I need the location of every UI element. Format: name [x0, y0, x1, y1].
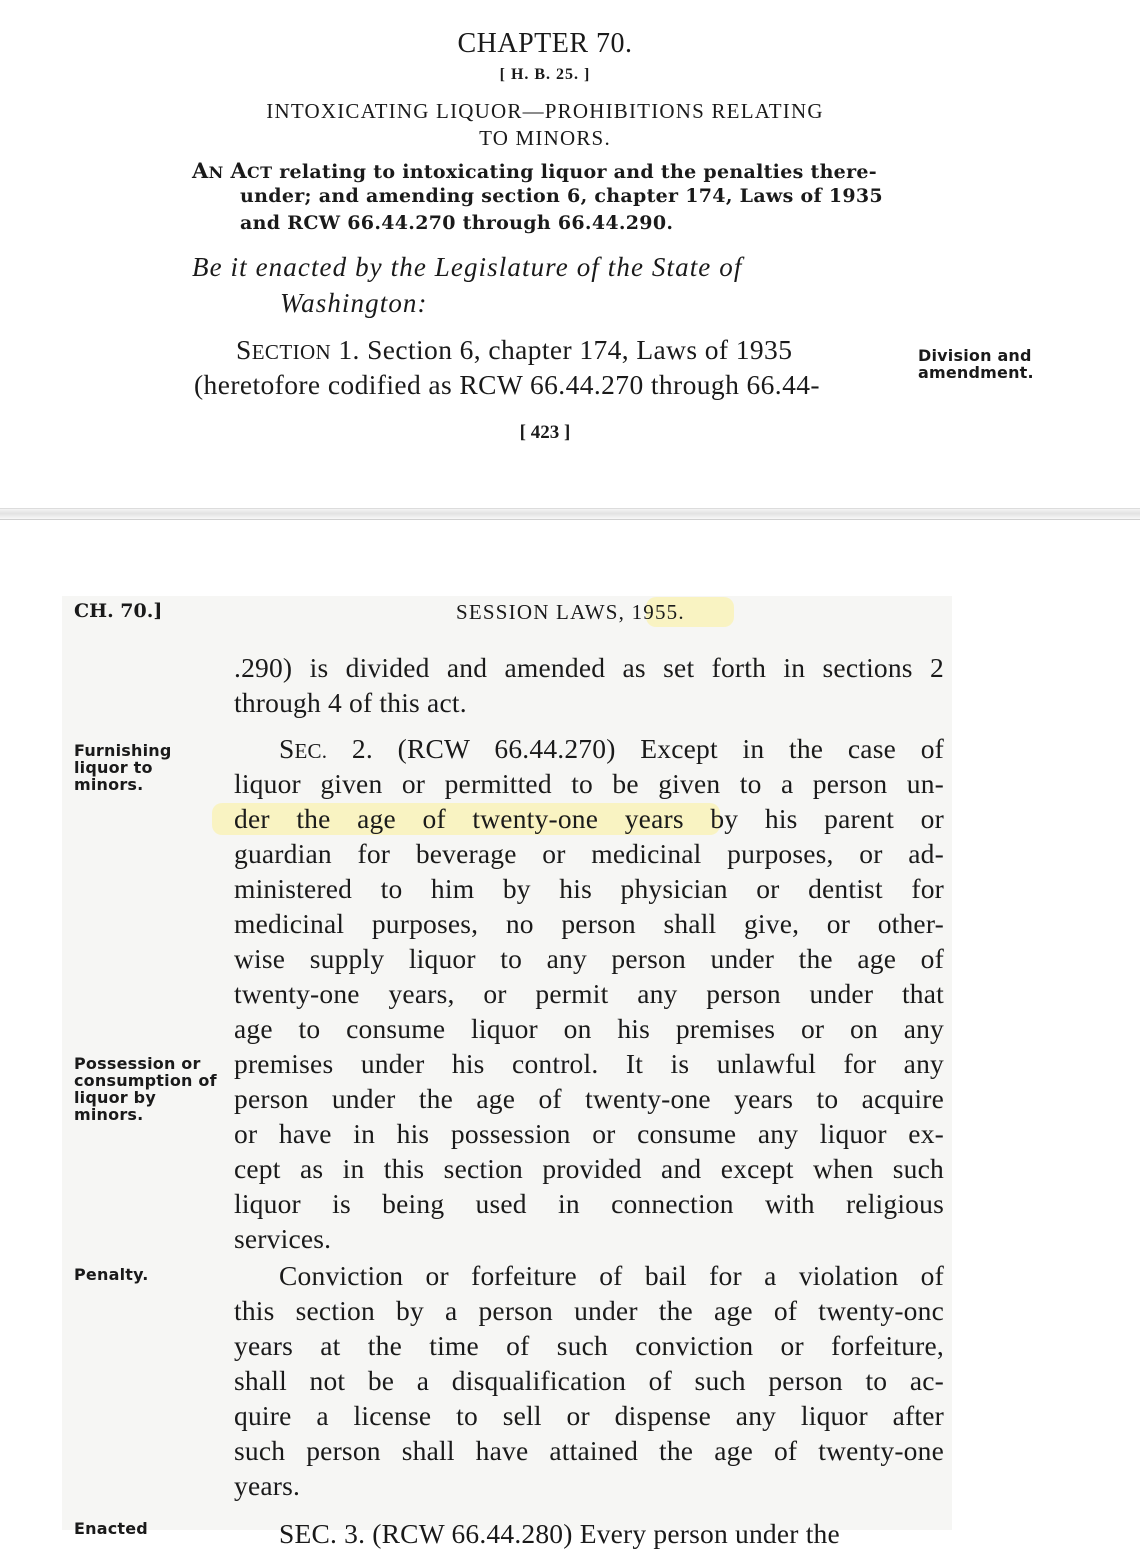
section-2-paragraph: [234, 731, 944, 1256]
cut-off-next-line: [62, 1516, 952, 1549]
sidenote-furnishing: Furnishing liquor to minors.: [74, 741, 172, 794]
text-line: ministered to him by his physician or dentist for: [234, 873, 944, 904]
running-head: SESSION LAWS, 1955.: [456, 600, 685, 624]
text-line: age to consume liquor on his premises or on any: [234, 1013, 944, 1044]
enacting-clause-line-1: Be it enacted by the Legislature of the State of: [192, 252, 743, 282]
act-title-line-2: under; and amending section 6, chapter 174, Laws of 1935: [240, 185, 883, 207]
text-line: medicinal purposes, no person shall give, or other-: [234, 908, 944, 939]
continuation-paragraph: [234, 650, 944, 720]
text-line: such person shall have attained the age of twenty-one: [234, 1435, 944, 1466]
page-number: [ 423 ]: [519, 422, 571, 443]
bill-number: [ H. B. 25. ]: [499, 66, 591, 83]
act-title-line-1: AN ACT relating to intoxicating liquor and the penalties there-: [192, 158, 877, 183]
text-line: person under the age of twenty-one years to acquire: [234, 1083, 944, 1114]
section-1-line-2: (heretofore codified as RCW 66.44.270 through 66.44-: [194, 369, 820, 400]
section-2-first-line: SEC. 2. (RCW 66.44.270) Except in the case of: [279, 733, 944, 764]
section-1-line-1: SECTION 1. Section 6, chapter 174, Laws of 1935: [236, 334, 793, 365]
sidenote-possession: Possession or consumption of liquor by minors.: [74, 1054, 217, 1124]
act-subject-heading: [0, 98, 1090, 152]
text-line: twenty-one years, or permit any person under that: [234, 978, 944, 1009]
text-line: der the age of twenty-one years by his parent or: [234, 803, 944, 834]
text-line: this section by a person under the age of twenty-onc: [234, 1295, 944, 1326]
section-3-first-line: SEC. 3. (RCW 66.44.280) Every person under the: [279, 1518, 840, 1549]
text-line: services.: [234, 1223, 332, 1254]
text-line: through 4 of this act.: [234, 687, 467, 718]
text-line: Conviction or forfeiture of bail for a violation of: [279, 1260, 944, 1291]
text-line: liquor is being used in connection with religious: [234, 1188, 944, 1219]
text-line: premises under his control. It is unlawful for any: [234, 1048, 944, 1079]
subject-line-1: INTOXICATING LIQUOR—PROHIBITIONS RELATING: [266, 99, 824, 123]
text-line: .290) is divided and amended as set forth in sections 2: [234, 652, 944, 683]
text-line: years at the time of such conviction or forfeiture,: [234, 1330, 944, 1361]
running-head-year: 1955.: [631, 600, 685, 624]
subject-line-2: TO MINORS.: [479, 126, 611, 150]
sidenote-enacted: Enacted: [74, 1519, 148, 1538]
text-line: years.: [234, 1470, 301, 1501]
page-divider: [0, 508, 1140, 520]
chapter-reference: CH. 70.]: [74, 600, 163, 622]
enacting-clause-line-2: Washington:: [280, 288, 428, 318]
margin-note-division: Division and amendment.: [918, 346, 1034, 382]
text-line: wise supply liquor to any person under the age of: [234, 943, 944, 974]
chapter-title: CHAPTER 70.: [457, 28, 633, 59]
text-line: quire a license to sell or dispense any liquor after: [234, 1400, 944, 1431]
text-line: or have in his possession or consume any liquor ex-: [234, 1118, 944, 1149]
text-line: shall not be a disqualification of such person to ac-: [234, 1365, 944, 1396]
sidenote-penalty: Penalty.: [74, 1265, 149, 1284]
penalty-paragraph: [234, 1258, 944, 1503]
text-line: liquor given or permitted to be given to a person un-: [234, 768, 944, 799]
text-line: guardian for beverage or medicinal purposes, or ad-: [234, 838, 944, 869]
text-line: cept as in this section provided and except when such: [234, 1153, 944, 1184]
act-title-line-3: and RCW 66.44.270 through 66.44.290.: [240, 212, 674, 234]
